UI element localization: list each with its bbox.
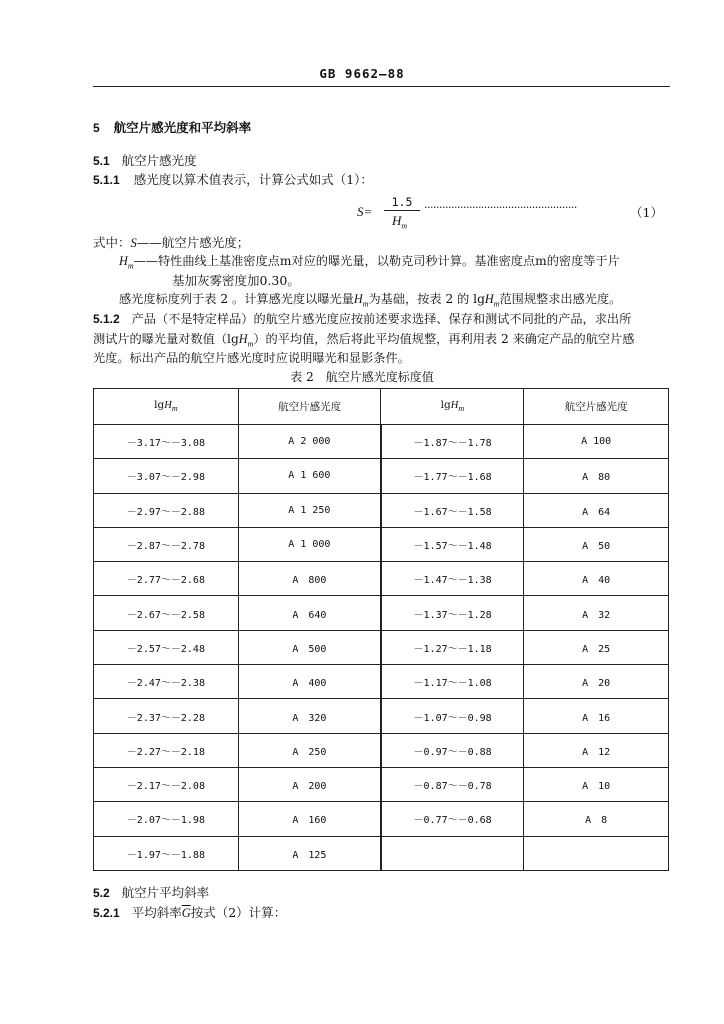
lghm-range-cell: －2.17～－2.08 — [94, 767, 239, 801]
table-row — [94, 836, 669, 870]
clause-text: 感光度以算术值表示，计算公式如式（1）： — [133, 172, 373, 187]
table-row — [94, 425, 669, 459]
table-row — [94, 527, 669, 561]
symbol-s: S — [130, 236, 137, 250]
lghm-range-cell: －2.07～－1.98 — [94, 802, 239, 836]
clause-5-2-1: 5.2.1 平均斜率$\overline{G}$按式（2）计算： — [93, 905, 287, 920]
lghm-range-cell: －1.07～－0.98 — [381, 699, 524, 733]
clause-5-1-2-line3: 光度。标出产品的航空片感光度时应说明曝光和显影条件。 — [93, 351, 410, 365]
section-5-2-heading — [93, 883, 209, 901]
sensitivity-cell: A 10 — [524, 767, 669, 801]
hm-definition-cont: 基加灰雾密度加0.30。 — [172, 273, 300, 288]
table-row — [94, 493, 669, 527]
lghm-range-cell: －1.27～－1.18 — [381, 630, 524, 664]
header-sensitivity-1: 航空片感光度 — [238, 389, 381, 425]
where-lead: 式中： — [93, 235, 131, 250]
sensitivity-cell: A 640 — [238, 596, 381, 630]
table-row — [94, 733, 669, 767]
lghm-range-cell: －3.07～－2.98 — [94, 459, 239, 493]
header-lghm-2: lgH$_m$ — [381, 389, 524, 425]
where-s-line — [93, 233, 249, 251]
scale-paragraph: 感光度标度列于表 2 。计算感光度以曝光量$H_m$为基础，按表 2 的 lgH$_m$范围规整求出感光度。 — [119, 292, 622, 309]
table-row — [94, 699, 669, 733]
lghm-range-cell: －1.67～－1.58 — [381, 493, 524, 527]
sensitivity-scale-table — [93, 388, 669, 871]
sensitivity-cell: A 2 000 — [238, 425, 381, 459]
table-row — [94, 665, 669, 699]
hm-definition: ——特性曲线上基准密度点m对应的曝光量，以勒克司秒计算。基准密度点m的密度等于片 — [133, 254, 620, 268]
table-header-row — [94, 389, 669, 425]
section-5-heading — [93, 118, 251, 136]
s-definition: ——航空片感光度； — [136, 235, 250, 250]
header-sensitivity-2: 航空片感光度 — [524, 389, 669, 425]
leader-dots: ··················································· — [424, 201, 577, 214]
sensitivity-cell: A 64 — [524, 493, 669, 527]
table-body — [94, 425, 669, 871]
sensitivity-cell: A 800 — [238, 562, 381, 596]
clause-number: 5.2.1 — [93, 906, 120, 920]
where-h-line — [119, 252, 620, 270]
table-row — [94, 562, 669, 596]
fraction-bar — [384, 210, 420, 211]
lghm-range-cell: －1.77～－1.68 — [381, 459, 524, 493]
sensitivity-cell: A 12 — [524, 733, 669, 767]
sensitivity-cell: A 20 — [524, 665, 669, 699]
section-5-1-heading — [93, 151, 197, 169]
sensitivity-cell: A 40 — [524, 562, 669, 596]
table-row — [94, 630, 669, 664]
lghm-range-cell: －2.77～－2.68 — [94, 562, 239, 596]
lghm-range-cell: －2.57～－2.48 — [94, 630, 239, 664]
table-row — [94, 802, 669, 836]
sensitivity-cell: A 160 — [238, 802, 381, 836]
lghm-range-cell: －1.57～－1.48 — [381, 527, 524, 561]
lghm-range-cell: －2.37～－2.28 — [94, 699, 239, 733]
clause-5-1-2-line1: 5.1.2 产品（不是特定样品）的航空片感光度应按前述要求选择、保存和测试不同批的产品，求出所 — [93, 312, 632, 326]
formula-numerator: 1.5 — [391, 195, 413, 209]
standard-code-header: GB 9662—88 — [319, 66, 405, 81]
table-row — [94, 596, 669, 630]
lghm-range-cell: －1.37～－1.28 — [381, 596, 524, 630]
symbol-hm: $H_m$ — [119, 254, 134, 271]
table-caption: 表 2 航空片感光度标度值 — [290, 370, 434, 384]
lghm-range-cell: －2.87～－2.78 — [94, 527, 239, 561]
sensitivity-cell: A 250 — [238, 733, 381, 767]
lghm-range-cell: －2.67～－2.58 — [94, 596, 239, 630]
sensitivity-cell: A 320 — [238, 699, 381, 733]
section-title: 航空片平均斜率 — [121, 885, 210, 900]
lghm-range-cell: －1.97～－1.88 — [94, 836, 239, 870]
lghm-range-cell: －1.47～－1.38 — [381, 562, 524, 596]
lghm-range-cell: －1.17～－1.08 — [381, 665, 524, 699]
clause-number: 5.1.1 — [93, 173, 120, 187]
sensitivity-cell: A 200 — [238, 767, 381, 801]
lghm-range-cell: －0.87～－0.78 — [381, 767, 524, 801]
section-number: 5 — [93, 121, 100, 135]
sensitivity-cell: A 500 — [238, 630, 381, 664]
clause-5-1-2-line2: 测试片的曝光量对数值（lgH$_m$）的平均值，然后将此平均值规整，再利用表 2 来确定产品的航空片感 — [93, 332, 635, 349]
sensitivity-cell: A 50 — [524, 527, 669, 561]
sensitivity-cell: A 400 — [238, 665, 381, 699]
section-title: 航空片感光度和平均斜率 — [113, 120, 252, 135]
sensitivity-cell: A 100 — [524, 425, 669, 459]
sensitivity-cell: A 1 000 — [238, 527, 381, 561]
formula-lhs: S= — [357, 204, 373, 219]
sensitivity-cell: A 1 250 — [238, 493, 381, 527]
sensitivity-cell: A 8 — [524, 802, 669, 836]
lghm-range-cell: －0.97～－0.88 — [381, 733, 524, 767]
lghm-range-cell: －3.17～－3.08 — [94, 425, 239, 459]
formula-denominator: $H_m$ — [392, 213, 408, 231]
symbol-g-bar: $\overline{G}$ — [181, 906, 191, 920]
sensitivity-cell: A 25 — [524, 630, 669, 664]
section-number: 5.2 — [93, 886, 110, 900]
sensitivity-cell: A 16 — [524, 699, 669, 733]
table-row — [94, 767, 669, 801]
lghm-range-cell — [381, 836, 524, 870]
header-rule — [93, 86, 670, 87]
section-number: 5.1 — [93, 154, 110, 168]
sensitivity-cell — [524, 836, 669, 870]
equation-number: （1） — [630, 205, 663, 220]
sensitivity-cell: A 125 — [238, 836, 381, 870]
lghm-range-cell: －2.47～－2.38 — [94, 665, 239, 699]
lghm-range-cell: －0.77～－0.68 — [381, 802, 524, 836]
sensitivity-cell: A 80 — [524, 459, 669, 493]
clause-5-1-1 — [93, 170, 373, 188]
lghm-range-cell: －2.27～－2.18 — [94, 733, 239, 767]
section-title: 航空片感光度 — [121, 153, 197, 168]
sensitivity-cell: A 1 600 — [238, 459, 381, 493]
sensitivity-cell: A 32 — [524, 596, 669, 630]
clause-number: 5.1.2 — [93, 312, 120, 326]
header-lghm-1: lgH$_m$ — [94, 389, 239, 425]
lghm-range-cell: －1.87～－1.78 — [381, 425, 524, 459]
table-row — [94, 459, 669, 493]
lghm-range-cell: －2.97～－2.88 — [94, 493, 239, 527]
